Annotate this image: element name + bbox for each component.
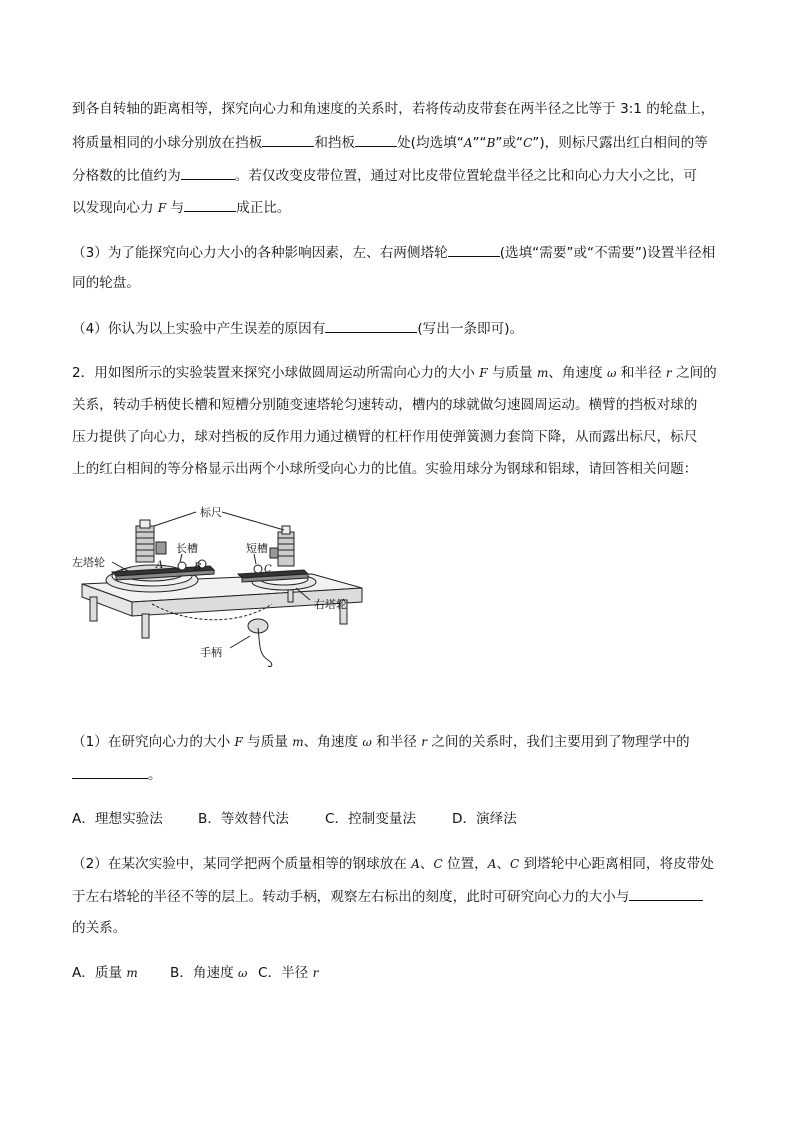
var-m: m <box>126 966 138 980</box>
q2-text-1c: 、角速度 <box>548 365 608 381</box>
q2-text-3: 压力提供了向心力，球对挡板的反作用力通过横臂的杠杆作用使弹簧测力套筒下降，从而露出标尺，标尺 <box>72 429 698 445</box>
answer-blank[interactable] <box>72 763 148 779</box>
q2-text-1b: 与质量 <box>487 365 537 381</box>
q1-part4-text-a: （4）你认为以上实验中产生误差的原因有 <box>72 321 326 337</box>
q2-line-4 <box>72 458 697 480</box>
option-c[interactable]: C．控制变量法 <box>325 811 417 827</box>
q2-text-1e: 之间的 <box>671 365 717 381</box>
leg <box>90 597 97 621</box>
q1-part4-text-b: (写出一条即可)。 <box>417 321 524 337</box>
var-A: A <box>487 857 497 871</box>
q1-line-3 <box>72 164 697 186</box>
q1-text-4c: 成正比。 <box>236 200 291 216</box>
q2-text-1d: 和半径 <box>616 365 666 381</box>
leader-short <box>254 554 256 564</box>
q1-text-4a: 以发现向心力 <box>72 200 158 216</box>
q2-sub2-text-d: 到塔轮中心距离相同，将皮带处 <box>519 856 714 872</box>
q2-sub1-line-1 <box>72 731 690 753</box>
q2-sub2-text-b2: 、 <box>496 856 511 872</box>
leader-ruler <box>222 512 284 530</box>
label-ruler: 标尺 <box>200 506 222 519</box>
q2-sub2-line-2 <box>72 885 703 907</box>
var-omega: ω <box>362 735 372 749</box>
var-C: C <box>510 857 520 871</box>
var-r: r <box>421 735 427 749</box>
option-c-label: C．半径 <box>258 965 313 981</box>
option-a[interactable] <box>72 962 170 984</box>
var-omega: ω <box>238 966 248 980</box>
option-b[interactable]: B．等效替代法 <box>198 811 289 827</box>
q1-text-2f: ”)，则标尺露出红白相间的等 <box>532 135 708 151</box>
var-C: C <box>523 136 533 150</box>
handle-crank <box>258 628 272 667</box>
apparatus-figure <box>72 496 372 674</box>
q2-sub2-text-b: 、 <box>419 856 434 872</box>
label-handle: 手柄 <box>200 646 222 659</box>
option-a-label: A．质量 <box>72 965 127 981</box>
q1-text-2c: 处(均选填“ <box>397 135 464 151</box>
q2-sub2-text-a: （2）在某次实验中，某同学把两个质量相等的钢球放在 <box>72 856 412 872</box>
q2-text-2: 关系，转动手柄使长槽和短槽分别随变速塔轮匀速转动，槽内的球就做匀速圆周运动。横臂的挡板对球的 <box>72 397 698 413</box>
q2-text-4: 上的红白相间的等分格显示出两个小球所受向心力的比值。实验用球分为钢球和铝球，请回答相关问题： <box>72 461 698 477</box>
var-B: B <box>486 136 496 150</box>
var-A: A <box>411 857 420 871</box>
q2-sub1-text-d: 和半径 <box>371 734 422 750</box>
var-F: F <box>234 735 243 749</box>
quote-sep: ”或“ <box>495 135 524 151</box>
label-left-tower: 左塔轮 <box>72 556 105 569</box>
answer-blank[interactable] <box>448 241 500 257</box>
q1-line-1 <box>72 98 714 120</box>
option-c[interactable] <box>258 962 318 984</box>
label-A: A <box>156 560 164 571</box>
option-d[interactable]: D．演绎法 <box>452 811 517 827</box>
var-F: F <box>479 366 488 380</box>
q2-sub1-text-e: 之间的关系时，我们主要用到了物理学中的 <box>426 734 690 750</box>
label-long-slot: 长槽 <box>176 542 198 555</box>
label-B: B <box>194 562 202 573</box>
q2-sub1-text-a: （1）在研究向心力的大小 <box>72 734 235 750</box>
option-b[interactable] <box>170 962 258 984</box>
var-A: A <box>463 136 473 150</box>
q2-sub2-line-3 <box>72 917 126 939</box>
q1-text-3a: 分格数的比值约为 <box>72 168 181 184</box>
var-m: m <box>536 366 549 380</box>
label-C: C <box>264 564 272 575</box>
var-m: m <box>292 735 304 749</box>
q1-text-1: 到各自转轴的距离相等，探究向心力和角速度的关系时，若将传动皮带套在两半径之比等于 3:1 的轮盘上， <box>72 101 715 117</box>
quote-sep: ”“ <box>472 135 487 151</box>
q1-part3-line-2 <box>72 272 140 294</box>
q1-text-3b: 。若仅改变皮带位置，通过对比皮带位置轮盘半径之比和向心力大小之比，可 <box>234 168 697 184</box>
apparatus-drawing <box>72 496 372 674</box>
answer-blank[interactable] <box>262 131 314 147</box>
q2-sub2-text-2: 于左右塔轮的半径不等的层上。转动手柄，观察左右标出的刻度，此时可研究向心力的大小与 <box>72 889 630 905</box>
q2-sub2-options <box>72 962 318 984</box>
q1-part3-text-c: 同的轮盘。 <box>72 275 140 291</box>
q2-line-1 <box>72 362 717 384</box>
label-short-slot: 短槽 <box>246 542 268 555</box>
label-right-tower: 右塔轮 <box>314 598 347 611</box>
right-spring-sleeve <box>278 532 294 566</box>
answer-blank[interactable] <box>184 196 236 212</box>
q2-sub2-text-3: 的关系。 <box>72 920 127 936</box>
option-a[interactable]: A．理想实验法 <box>72 811 163 827</box>
q2-line-2 <box>72 394 697 416</box>
q1-part4-line <box>72 317 523 339</box>
var-C: C <box>433 857 443 871</box>
q1-part3-text-b: (选填“需要”或“不需要”)设置半径相 <box>499 245 716 261</box>
ball-short-slot <box>254 565 262 573</box>
q2-sub2-text-c: 位置， <box>442 856 488 872</box>
q1-line-4 <box>72 196 291 218</box>
q2-sub1-end: 。 <box>148 767 162 783</box>
answer-blank[interactable] <box>355 131 397 147</box>
var-F: F <box>157 201 167 215</box>
leader-ruler <box>154 512 196 526</box>
q2-sub1-text-c: 、角速度 <box>303 734 363 750</box>
leader-handle <box>230 636 250 648</box>
var-r: r <box>312 966 319 980</box>
ball-long-slot <box>178 562 186 570</box>
leader-long <box>180 554 182 562</box>
q2-sub2-line-1 <box>72 853 714 875</box>
q1-line-2 <box>72 131 708 153</box>
answer-blank[interactable] <box>325 317 417 333</box>
q1-part3-line-1 <box>72 241 715 263</box>
q2-line-3 <box>72 426 697 448</box>
q2-text-1a: 2．用如图所示的实验装置来探究小球做圆周运动所需向心力的大小 <box>72 365 480 381</box>
var-omega: ω <box>607 366 617 380</box>
answer-blank[interactable] <box>629 885 703 901</box>
q2-sub1-text-b: 与质量 <box>242 734 293 750</box>
var-r: r <box>665 366 672 380</box>
q1-text-4b: 与 <box>166 200 185 216</box>
q1-text-2b: 和挡板 <box>314 135 356 151</box>
q2-sub1-line-2 <box>72 763 162 785</box>
answer-blank[interactable] <box>181 164 235 180</box>
q1-part3-text-a: （3）为了能探究向心力大小的各种影响因素，左、右两侧塔轮 <box>72 245 448 261</box>
leg <box>142 614 149 638</box>
option-b-label: B．角速度 <box>170 965 239 981</box>
q2-sub1-options <box>72 808 517 830</box>
q1-text-2a: 将质量相同的小球分别放在挡板 <box>72 135 263 151</box>
